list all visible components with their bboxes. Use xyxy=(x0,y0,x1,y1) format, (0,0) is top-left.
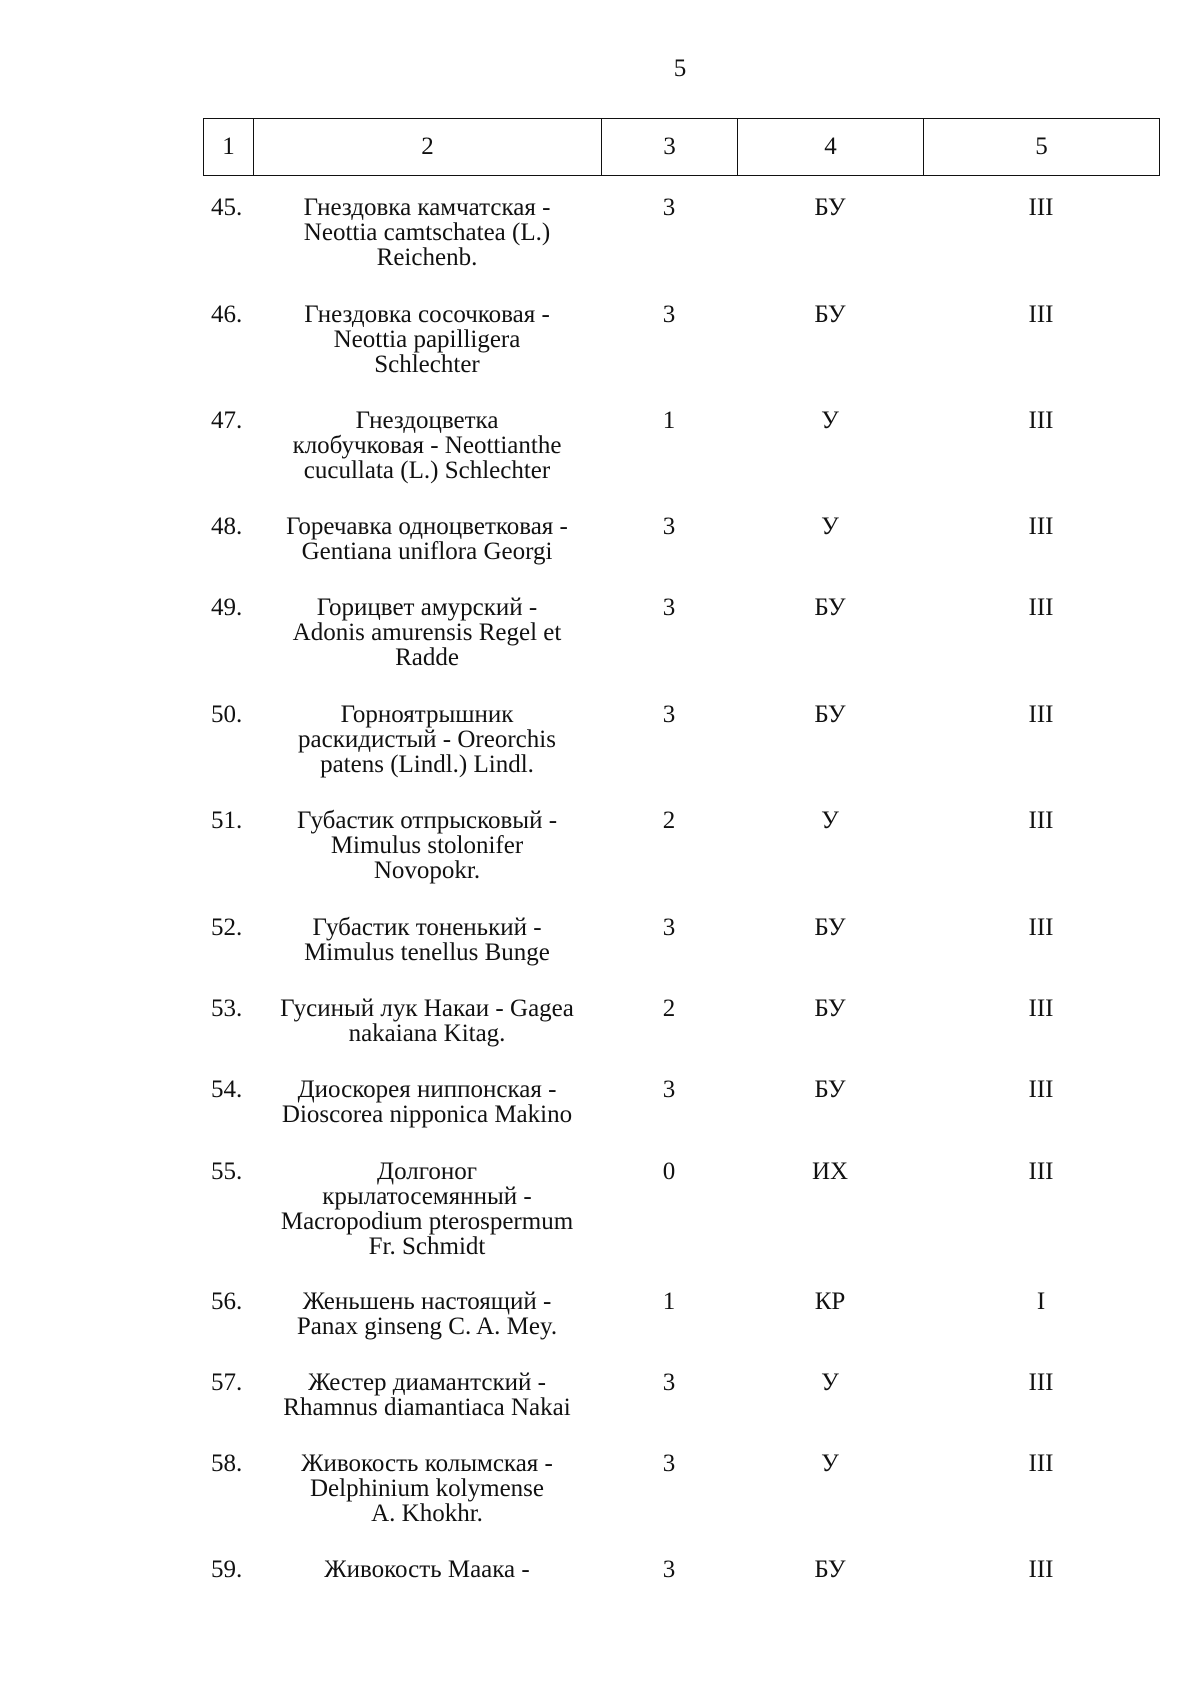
species-name: Живокость колымская - Delphinium kolymense A. Khokhr. xyxy=(301,1450,553,1527)
status-code: БУ xyxy=(814,1556,846,1583)
column-header-row xyxy=(204,119,1160,176)
rarity-category: 3 xyxy=(662,301,676,328)
priority-level: III xyxy=(1028,995,1054,1022)
species-name: Гнездовка камчатская - Neottia camtschatea (L.) Reichenb. xyxy=(303,194,551,271)
rarity-category: 2 xyxy=(662,995,676,1022)
priority-level: III xyxy=(1028,194,1054,221)
row-number: 54. xyxy=(211,1076,243,1103)
status-code: БУ xyxy=(814,1076,846,1103)
rarity-category: 3 xyxy=(662,513,676,540)
status-code: У xyxy=(821,807,839,834)
column-header-table xyxy=(203,118,1160,176)
status-code: У xyxy=(821,1369,839,1396)
row-number: 53. xyxy=(211,995,243,1022)
status-code: У xyxy=(821,1450,839,1477)
rarity-category: 3 xyxy=(662,701,676,728)
table-row xyxy=(203,1370,1159,1451)
species-name: Диоскорея ниппонская - Dioscorea nipponica Makino xyxy=(281,1076,573,1128)
priority-level: III xyxy=(1028,701,1054,728)
table-row xyxy=(203,915,1159,996)
status-code: БУ xyxy=(814,301,846,328)
status-code: У xyxy=(821,513,839,540)
row-number: 55. xyxy=(211,1158,243,1185)
rarity-category: 3 xyxy=(662,1369,676,1396)
row-number: 50. xyxy=(211,701,243,728)
rarity-category: 0 xyxy=(662,1158,676,1185)
table-row xyxy=(203,302,1159,408)
rarity-category: 3 xyxy=(662,1076,676,1103)
row-number: 51. xyxy=(211,807,243,834)
column-header-2: 2 xyxy=(254,119,602,176)
row-number: 49. xyxy=(211,594,243,621)
priority-level: III xyxy=(1028,1076,1054,1103)
priority-level: III xyxy=(1028,407,1054,434)
species-name: Живокость Маака - xyxy=(324,1556,530,1583)
species-name: Горицвет амурский - Adonis amurensis Regel et Radde xyxy=(292,594,562,671)
status-code: ИХ xyxy=(811,1158,849,1185)
priority-level: III xyxy=(1028,594,1054,621)
column-header-4: 4 xyxy=(738,119,924,176)
status-code: БУ xyxy=(814,594,846,621)
table-row xyxy=(203,195,1159,302)
page-number: 5 xyxy=(673,55,687,82)
row-number: 48. xyxy=(211,513,243,540)
species-list xyxy=(203,195,1159,1597)
rarity-category: 3 xyxy=(662,1450,676,1477)
priority-level: I xyxy=(1036,1288,1046,1315)
rarity-category: 2 xyxy=(662,807,676,834)
table-row xyxy=(203,514,1159,595)
rarity-category: 3 xyxy=(662,914,676,941)
table-row xyxy=(203,1159,1159,1289)
column-header-1: 1 xyxy=(204,119,254,176)
row-number: 47. xyxy=(211,407,243,434)
species-name: Женьшень настоящий - Panax ginseng C. A. Mey. xyxy=(296,1288,558,1340)
species-name: Губастик отпрысковый - Mimulus stolonifer Novopokr. xyxy=(296,807,558,884)
priority-level: III xyxy=(1028,1556,1054,1583)
row-number: 56. xyxy=(211,1288,243,1315)
rarity-category: 1 xyxy=(662,1288,676,1315)
priority-level: III xyxy=(1028,301,1054,328)
rarity-category: 3 xyxy=(662,194,676,221)
priority-level: III xyxy=(1028,1450,1054,1477)
species-name: Гнездоцветка клобучковая - Neottianthe cucullata (L.) Schlechter xyxy=(292,407,562,484)
species-name: Гусиный лук Накаи - Gagea nakaiana Kitag. xyxy=(280,995,574,1047)
rarity-category: 3 xyxy=(662,1556,676,1583)
species-name: Горноятрышник раскидистый - Oreorchis patens (Lindl.) Lindl. xyxy=(298,701,556,778)
table-row xyxy=(203,808,1159,915)
column-header-5: 5 xyxy=(924,119,1160,176)
status-code: У xyxy=(821,407,839,434)
row-number: 59. xyxy=(211,1556,243,1583)
status-code: БУ xyxy=(814,194,846,221)
table-row xyxy=(203,702,1159,808)
table-row xyxy=(203,1451,1159,1557)
table-row xyxy=(203,408,1159,514)
status-code: БУ xyxy=(814,995,846,1022)
column-header-3: 3 xyxy=(602,119,738,176)
table-row xyxy=(203,1077,1159,1159)
priority-level: III xyxy=(1028,513,1054,540)
priority-level: III xyxy=(1028,1158,1054,1185)
row-number: 58. xyxy=(211,1450,243,1477)
status-code: КР xyxy=(814,1288,846,1315)
priority-level: III xyxy=(1028,807,1054,834)
species-name: Жестер диамантский - Rhamnus diamantiaca Nakai xyxy=(283,1369,571,1421)
row-number: 57. xyxy=(211,1369,243,1396)
status-code: БУ xyxy=(814,701,846,728)
species-name: Гнездовка сосочковая - Neottia papilligera Schlechter xyxy=(304,301,550,378)
table-row xyxy=(203,595,1159,702)
species-name: Долгоног крылатосемянный - Macropodium pterospermum Fr. Schmidt xyxy=(280,1158,574,1260)
priority-level: III xyxy=(1028,914,1054,941)
rarity-category: 1 xyxy=(662,407,676,434)
status-code: БУ xyxy=(814,914,846,941)
table-row xyxy=(203,1557,1159,1597)
species-name: Горечавка одноцветковая - Gentiana uniflora Georgi xyxy=(286,513,568,565)
row-number: 45. xyxy=(211,194,243,221)
rarity-category: 3 xyxy=(662,594,676,621)
priority-level: III xyxy=(1028,1369,1054,1396)
table-row xyxy=(203,1289,1159,1370)
row-number: 46. xyxy=(211,301,243,328)
row-number: 52. xyxy=(211,914,243,941)
species-name: Губастик тоненький - Mimulus tenellus Bunge xyxy=(304,914,550,966)
table-row xyxy=(203,996,1159,1077)
